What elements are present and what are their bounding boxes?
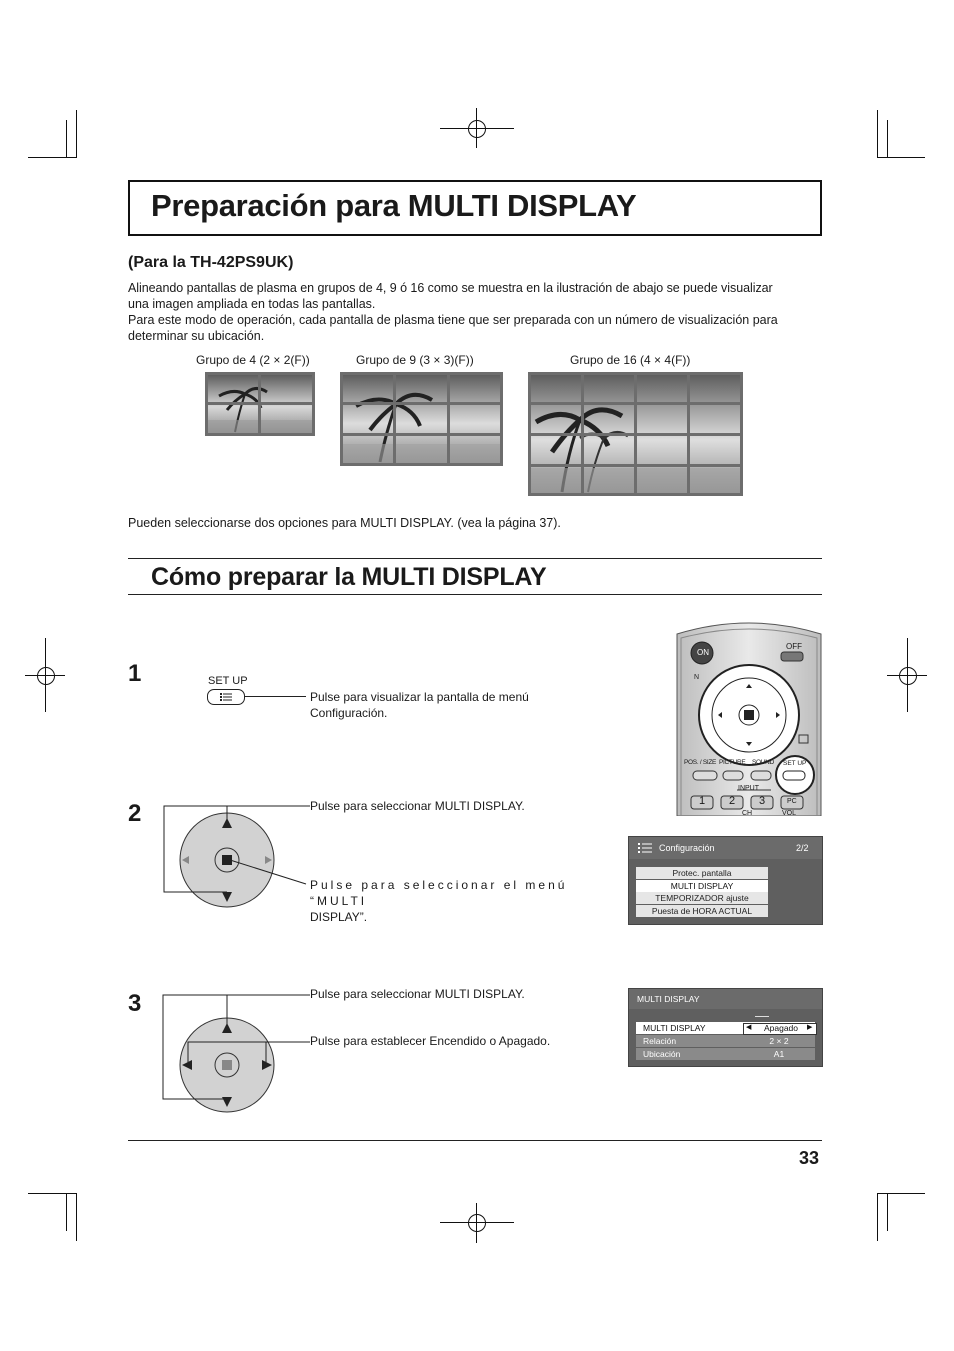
config-menu-screen: [628, 836, 823, 925]
intro-line-4: determinar su ubicación.: [128, 329, 265, 343]
intro-line-2: una imagen ampliada en todas las pantallas.: [128, 297, 376, 311]
step-3-number: 3: [128, 990, 142, 1017]
step-3-up-desc: Pulse para seleccionar MULTI DISPLAY.: [310, 987, 525, 1001]
wall-image-4x4: [528, 372, 743, 496]
step-2-enter-desc-line-2: DISPLAY”.: [310, 910, 368, 924]
remote-key-3[interactable]: 3: [759, 795, 766, 807]
multi-menu-row-selected[interactable]: [636, 1022, 815, 1034]
title-box: [128, 180, 822, 236]
multi-menu-row-value: Apagado: [763, 1023, 799, 1033]
remote-key-1[interactable]: 1: [699, 795, 706, 807]
right-arrow-icon[interactable]: ▶: [807, 1024, 813, 1031]
multi-menu-row-label: Relación: [643, 1036, 677, 1046]
remote-ch-label: CH: [742, 810, 753, 816]
step-2-up-desc: Pulse para seleccionar MULTI DISPLAY.: [310, 799, 525, 813]
config-menu-page: 2/2: [796, 843, 809, 853]
menu-icon: [208, 690, 244, 704]
config-menu-item[interactable]: Puesta de HORA ACTUAL: [636, 905, 768, 917]
multi-menu-row-value: A1: [773, 1049, 785, 1059]
wall-image-2x2: [205, 372, 315, 436]
svg-text:N: N: [694, 674, 700, 681]
step-2-number: 2: [128, 800, 142, 827]
page-number: 33: [799, 1148, 820, 1168]
options-note: Pueden seleccionarse dos opciones para MULTI DISPLAY. (vea la página 37).: [128, 516, 561, 530]
remote-pos-size-label: POS. / SIZE: [684, 759, 717, 766]
remote-picture-label: PICTURE: [719, 759, 746, 766]
model-heading: (Para la TH-42PS9UK): [128, 254, 294, 271]
setup-button-label: SET UP: [208, 675, 248, 687]
remote-setup-label: SET UP: [783, 760, 807, 767]
multi-menu-row-label: Ubicación: [643, 1049, 681, 1059]
step-2-enter-desc: [310, 877, 600, 925]
multi-menu-row[interactable]: [636, 1048, 815, 1060]
wall-image-3x3: [340, 372, 503, 466]
remote-on-button[interactable]: ON: [697, 648, 709, 657]
intro-line-1: Alineando pantallas de plasma en grupos de 4, 9 ó 16 como se muestra en la ilustración de abajo se puede visualizar: [128, 281, 773, 295]
section-title: Cómo preparar la MULTI DISPLAY: [151, 563, 547, 591]
remote-pc-key[interactable]: PC: [787, 798, 797, 805]
left-arrow-icon[interactable]: ◀: [746, 1024, 752, 1031]
config-menu-item-selected[interactable]: MULTI DISPLAY: [636, 880, 768, 892]
menu-icon: [638, 843, 656, 853]
page-title: Preparación para MULTI DISPLAY: [151, 188, 637, 223]
group-label-4: Grupo de 4 (2 × 2(F)): [196, 353, 310, 367]
config-menu-item[interactable]: TEMPORIZADOR ajuste: [636, 892, 768, 904]
step-1-number: 1: [128, 660, 142, 687]
step-3-lr-desc: Pulse para establecer Encendido o Apagado.: [310, 1034, 551, 1048]
step-2-navigation-pad: [160, 800, 310, 910]
config-menu-title: Configuración: [659, 843, 715, 853]
step-3-navigation-pad: [160, 990, 310, 1115]
multi-menu-title: MULTI DISPLAY: [637, 994, 700, 1004]
step-2-enter-desc-line-1: Pulse para seleccionar el menú “MULTI: [310, 878, 568, 908]
remote-sound-label: SOUND: [752, 759, 774, 766]
multi-menu-row[interactable]: [636, 1035, 815, 1047]
group-label-9: Grupo de 9 (3 × 3)(F)): [356, 353, 474, 367]
step-1-desc-line-1: Pulse para visualizar la pantalla de menú: [310, 690, 529, 704]
step-1-desc: [310, 689, 529, 721]
remote-key-2[interactable]: 2: [729, 795, 736, 807]
step-1-desc-line-2: Configuración.: [310, 706, 388, 720]
setup-button[interactable]: [207, 689, 245, 705]
intro-line-3: Para este modo de operación, cada pantalla de plasma tiene que ser preparada con un número de visualización para: [128, 313, 778, 327]
intro-text: [128, 280, 822, 344]
group-label-16: Grupo de 16 (4 × 4(F)): [570, 353, 691, 367]
multi-menu-row-value: 2 × 2: [769, 1036, 789, 1046]
config-menu-item[interactable]: Protec. pantalla: [636, 867, 768, 879]
remote-vol-label: VOL: [782, 810, 797, 816]
multi-display-menu-screen: [628, 988, 823, 1067]
remote-input-label: INPUT: [738, 785, 759, 792]
multi-menu-row-label: MULTI DISPLAY: [643, 1023, 706, 1033]
remote-off-button[interactable]: OFF: [786, 642, 802, 651]
